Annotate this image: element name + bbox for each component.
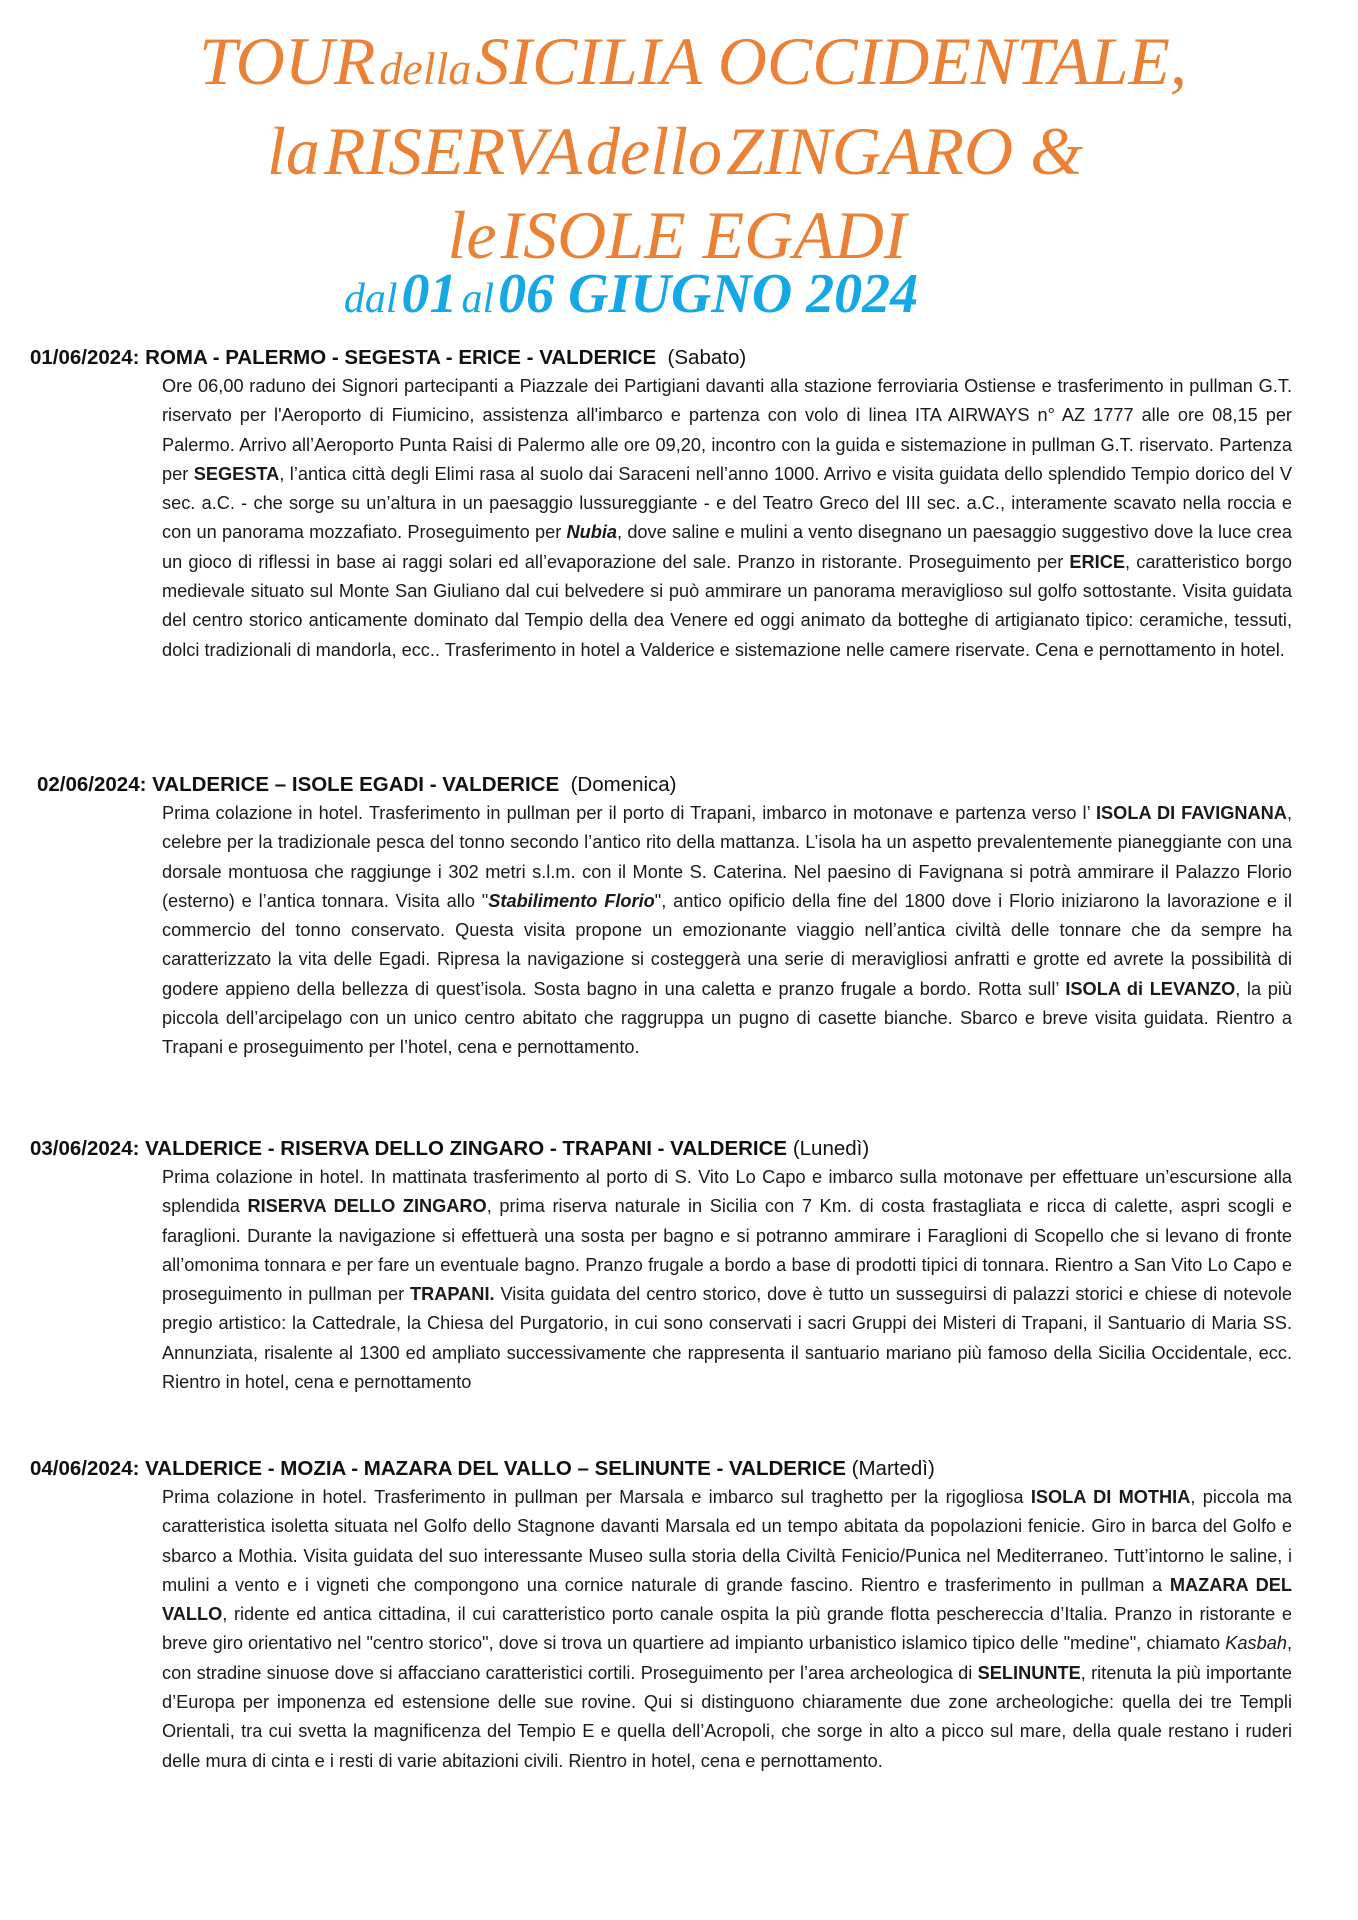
text: Prima colazione in hotel. In mattinata trasferimento al porto di S. Vito Lo Capo e imbarco sulla motonave per effettuare un’escursione alla splendida [162,1167,1292,1217]
day-weekday: (Lunedì) [792,1137,870,1160]
text: ", antico opificio della fine del 1800 dove i Florio iniziarono la lavorazione e il commercio del tonno conservato. Questa visita propone un emozionante viaggio nell’antica civiltà delle tonnare che da sempre ha caratterizzato la vita delle Egadi. Ripresa la navigazione si costeggerà una serie di meravigliosi anfratti e grotte ed avrete la possibilità di godere appieno della bellezza di quest’isola. Sosta bagno in una caletta e pranzo frugale a bordo. Rotta sull’ [162,890,1292,999]
text: , con stradine sinuose dove si affacciano caratteristici cortili. Proseguimento per l’area archeologica di [162,1633,1292,1683]
day-route: ROMA - PALERMO - SEGESTA - ERICE - VALDERICE [145,346,657,369]
dates-al: al [461,276,495,322]
tour-dates [0,262,1358,326]
place-segesta: SEGESTA [193,463,280,484]
day-route: VALDERICE – ISOLE EGADI - VALDERICE [152,773,560,796]
title-line-2 [0,112,1354,191]
day-description [162,799,1292,1063]
text: , prima riserva naturale in Sicilia con 7 Km. di costa frastagliata e ricca di calette, aspri scogli e faraglioni. Durante la navigazione si effettuerà una sosta per bagno e si potranno ammirare i Faraglioni di Scopello che si levano di fronte all’omonima tonnara e per fare un eventuale bagno. Pranzo frugale a bordo a base di prodotti tipici di tonnara. Rientro a San Vito Lo Capo e proseguimento in pullman per [162,1196,1292,1305]
day-route: VALDERICE - MOZIA - MAZARA DEL VALLO – SELINUNTE - VALDERICE [145,1457,846,1480]
day-weekday: (Martedì) [851,1457,935,1480]
place-favignana: ISOLA DI FAVIGNANA [1096,803,1287,823]
day-weekday: (Domenica) [570,773,677,796]
text: , ridente ed antica cittadina, il cui caratteristico porto canale ospita la più grande flotta peschereccia d’Italia. Pranzo in ristorante e breve giro orientativo nel "centro storico", dove si trova un quartiere ad impianto urbanistico islamico tipico delle "medine", chiamato [162,1604,1292,1654]
title-le: le [447,197,497,273]
text: , la più piccola dell’arcipelago con un unico centro abitato che raggruppa un pugno di casette bianche. Sbarco e breve visita guidata. Rientro a Trapani e proseguimento per l’hotel, cena e pernottamento. [162,978,1292,1058]
place-riserva-zingaro: RISERVA DELLO ZINGARO [247,1196,487,1217]
day-section [0,344,1358,665]
day-section [0,1135,1358,1397]
text: Prima colazione in hotel. Trasferimento in pullman per il porto di Trapani, imbarco in motonave e partenza verso l’ [162,803,1096,823]
text: , celebre per la tradizionale pesca del tonno secondo l’antico rito della mattanza. L’isola ha un aspetto prevalentemente pianeggiante con una dorsale montuosa che raggiunge i 302 metri s.l.m. con il Monte S. Caterina. Nel paesino di Favignana si potrà ammirare il Palazzo Florio (esterno) e l’antica tonnara. Visita allo " [162,803,1292,911]
place-mazara: MAZARA DEL VALLO [162,1574,1292,1625]
text: , dove saline e mulini a vento disegnano un paesaggio suggestivo dove la luce crea un gioco di riflessi in base ai raggi solari ed all’evaporazione del sale. Pranzo in ristorante. Proseguimento per [162,522,1292,572]
dates-dal: dal [343,276,398,322]
day-section [0,771,1358,1063]
day-description [162,372,1292,665]
text: , piccola ma caratteristica isoletta situata nel Golfo dello Stagnone davanti Marsala ed un tempo abitata da popolazioni fenicie. Giro in barca del Golfo e sbarco a Mothia. Visita guidata del suo interessante Museo sulla storia della Civiltà Fenicio/Punica nel Mediterraneo. Tutt’intorno le saline, i mulini a vento e i vigneti che compongono una cornice naturale di grande fascino. Rientro e trasferimento in pullman a [162,1487,1292,1595]
place-mothia: ISOLA DI MOTHIA [1030,1487,1191,1507]
day-date: 01/06/2024: [30,346,140,369]
title-line-1 [14,22,1358,101]
place-nubia: Nubia [566,522,618,543]
day-section [0,1455,1358,1776]
title-riserva: RISERVA [323,113,582,189]
title-tour: TOUR [199,23,376,99]
title-sicilia: SICILIA OCCIDENTALE, [475,23,1187,99]
place-trapani: TRAPANI. [410,1284,495,1305]
text: Prima colazione in hotel. Trasferimento in pullman per Marsala e imbarco sul traghetto per la rigogliosa [162,1487,1031,1507]
place-kasbah: Kasbah [1225,1633,1287,1654]
place-erice: ERICE [1069,551,1126,572]
text: Ore 06,00 raduno dei Signori partecipanti a Piazzale dei Partigiani davanti alla stazione ferroviaria Ostiense e trasferimento in pullman G.T. riservato per l'Aeroporto di Fiumicino, assistenza all'imbarco e partenza con volo di linea ITA AIRWAYS n° AZ 1777 alle ore 08,15 per Palermo. Arrivo all’Aeroporto Punta Raisi di Palermo alle ore 09,20, incontro con la guida e sistemazione in pullman G.T. riservato. Partenza per [162,376,1292,484]
day-route: VALDERICE - RISERVA DELLO ZINGARO - TRAPANI - VALDERICE [145,1137,788,1160]
day-description [162,1483,1292,1776]
title-la: la [267,113,320,189]
text: , l’antica città degli Elimi rasa al suolo dai Saraceni nell’anno 1000. Arrivo e visita guidata dello splendido Tempio dorico del V sec. a.C. - che sorge su un’altura in un paesaggio lussureggiante - e del Teatro Greco del III sec. a.C., interamente scavato nella roccia e con un panorama mozzafiato. Proseguimento per [162,463,1292,543]
text: , caratteristico borgo medievale situato sul Monte San Giuliano dal cui belvedere si può ammirare un panorama meraviglioso sul golfo sottostante. Visita guidata del centro storico anticamente dominato dal Tempio della dea Venere ed oggi animato da botteghe di artigianato tipico: ceramiche, tessuti, dolci tradizionali di mandorla, ecc.. Trasferimento in hotel a Valderice e sistemazione nelle camere riservate. Cena e pernottamento in hotel. [162,551,1292,660]
title-zingaro: ZINGARO & [725,113,1083,189]
place-stabilimento-florio: Stabilimento Florio [488,890,655,911]
title-dello: dello [586,113,722,189]
place-levanzo: ISOLA di LEVANZO [1065,978,1236,999]
day-heading [0,344,1358,372]
dates-from: 01 [401,263,458,325]
text: , ritenuta la più importante d’Europa per imponenza ed estensione delle sue rovine. Qui si distinguono chiaramente due zone archeologiche: quella dei tre Templi Orientali, tra cui svetta la magnificenza del Tempio E e quella dell’Acropoli, che sorge in alto a picco sul mare, della quale restano i ruderi delle mura di cinta e i resti di varie abitazioni civili. Rientro in hotel, cena e pernottamento. [162,1662,1292,1771]
day-heading [0,771,1358,799]
day-heading [0,1135,1358,1163]
title-della: della [379,43,472,94]
day-weekday: (Sabato) [667,346,747,369]
day-date: 04/06/2024: [30,1457,140,1480]
place-selinunte: SELINUNTE [977,1662,1081,1683]
day-heading [0,1455,1358,1483]
day-date: 02/06/2024: [37,773,147,796]
day-date: 03/06/2024: [30,1137,140,1160]
dates-to: 06 GIUGNO 2024 [498,263,919,325]
text: Visita guidata del centro storico, dove è tutto un susseguirsi di palazzi storici e chiese di notevole pregio artistico: la Cattedrale, la Chiesa del Purgatorio, in cui sono conservati i sacri Gruppi dei Misteri di Trapani, il Santuario di Maria SS. Annunziata, risalente al 1300 ed ampliato successivamente che rappresenta il santuario mariano più famoso della Sicilia Occidentale, ecc. Rientro in hotel, cena e pernottamento [162,1284,1292,1393]
title-isole: ISOLE EGADI [500,197,907,273]
day-description [162,1163,1292,1397]
